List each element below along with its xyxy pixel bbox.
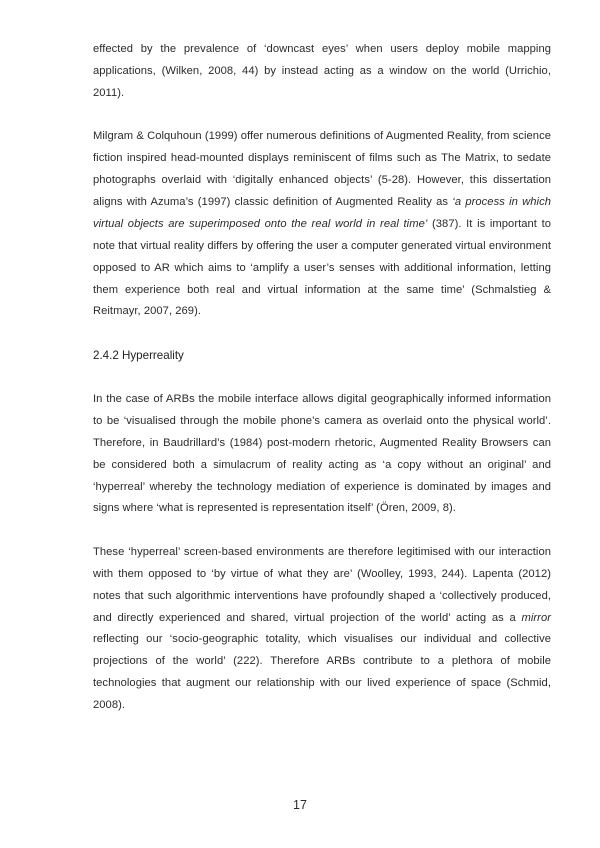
paragraph-text: (387). It is important to note that virtual reality differs by offering the user a computer generated virtual environment opposed to AR which aims to ‘amplify a user’s senses with additional information, letting them experience both real and virtual information at the same time’ (Schmalstieg & Reitmayr, 2007, 269).: [93, 217, 552, 318]
page-number: 17: [293, 798, 307, 812]
section-heading-hyperreality: 2.4.2 Hyperreality: [93, 349, 184, 363]
azuma-definition-quote: ‘a process in which virtual objects are superimposed onto the real world in real time’: [93, 195, 552, 230]
paragraph-text: These ‘hyperreal’ screen-based environments are therefore legitimised with our interaction with them opposed to ‘by virtue of what they are’ (Woolley, 1993, 244). Lapenta (2012) notes that such algorithmic interventions have profoundly shaped a ‘collectively produced, and directly experienced and shared, virtual projection of the world’ acting as a: [93, 545, 551, 624]
paragraph-continuation: [93, 39, 551, 105]
mirror-emphasis: mirror: [521, 611, 551, 624]
page-body: [93, 39, 551, 717]
paragraph-text: In the case of ARBs the mobile interface allows digital geographically informed information to be ‘visualised through the mobile phone’s camera as overlaid onto the physical world’. Therefore, in Baudrillard’s (1984) post-modern rhetoric, Augmented Reality Browsers can be considered both a simulacrum of reality acting as ‘a copy without an original’ and ‘hyperreal’ whereby the technology mediation of experience is dominated by images and signs where ‘what is represented is representation itself’ (Ören, 2009, 8).: [93, 392, 551, 515]
paragraph-text: Milgram & Colquhoun (1999) offer numerous definitions of Augmented Reality, from science fiction inspired head-mounted displays reminiscent of films such as The Matrix, to sedate photographs overlaid with ‘digitally enhanced objects’ (5-28). However, this dissertation aligns with Azuma’s (1997) classic definition of Augmented Reality as: [93, 130, 551, 208]
paragraph-hyperreal-environments: [93, 542, 551, 717]
paragraph-text: effected by the prevalence of ‘downcast eyes’ when users deploy mobile mapping applications, (Wilken, 2008, 44) by instead acting as a window on the world (Urrichio, 2011).: [93, 43, 551, 99]
paragraph-text: reflecting our ‘socio-geographic totality, which visualises our individual and collective projections of the world’ (222). Therefore ARBs contribute to a plethora of mobile technologies that augment our relationship with our lived experience of space (Schmid, 2008).: [93, 633, 551, 712]
paragraph-augmented-reality-definitions: [93, 126, 551, 323]
paragraph-arb-hyperreal: [93, 389, 551, 520]
